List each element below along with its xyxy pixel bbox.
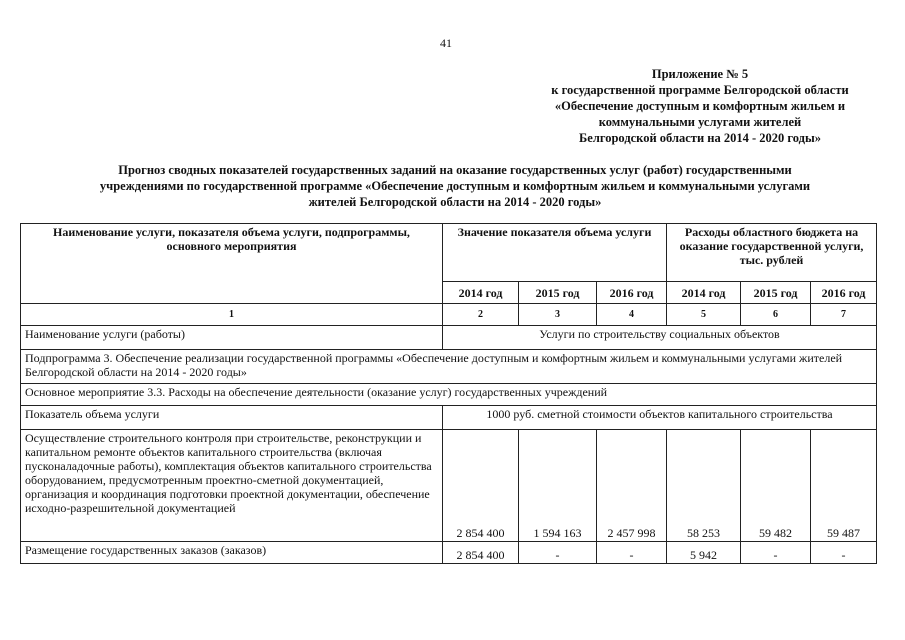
indicators-table [20,223,877,564]
indicator-label: Показатель объема услуги [21,406,443,430]
indicator-row [21,406,877,430]
header-name-column: Наименование услуги, показателя объема услуги, подпрограммы, основного мероприятия [21,224,443,304]
value-cell: 5 942 [667,542,741,564]
appendix-line: Приложение № 5 [651,67,749,81]
value-cell: 2 854 400 [443,542,519,564]
table-row [21,542,877,564]
column-number: 5 [667,304,741,326]
value-cell: 2 457 998 [597,430,667,542]
value-cell: - [811,542,877,564]
header-row [21,224,877,282]
column-number: 6 [741,304,811,326]
year-header: 2016 год [811,282,877,304]
year-header: 2014 год [443,282,519,304]
column-number: 4 [597,304,667,326]
page-number: 41 [440,36,452,50]
year-header: 2015 год [741,282,811,304]
control-activity-label: Осуществление строительного контроля при строительстве, реконструкции и капитальном ремонте объектов капитального строительства (включая пусконаладочные работы), комплектация объектов капитального строительства оборудованием, предусмотренным проектно-сметной документацией, организация и координация подготовки проектной документации, обеспечение исходно-разрешительной документацией [21,430,443,542]
value-cell: 2 854 400 [443,430,519,542]
orders-label: Размещение государственных заказов (заказов) [21,542,443,564]
service-row [21,326,877,350]
service-label: Наименование услуги (работы) [21,326,443,350]
year-header: 2014 год [667,282,741,304]
column-number: 3 [519,304,597,326]
column-number: 1 [21,304,443,326]
main-activity-text: Основное мероприятие 3.3. Расходы на обеспечение деятельности (оказание услуг) государственных учреждений [21,384,877,406]
table-row [21,430,877,542]
header-expenses-group: Расходы областного бюджета на оказание государственной услуги, тыс. рублей [667,224,877,282]
title-line: жителей Белгородской области на 2014 - 2020 годы» [308,195,602,209]
appendix-line: Белгородской области на 2014 - 2020 годы» [579,131,821,145]
service-value: Услуги по строительству социальных объектов [443,326,877,350]
appendix-header [520,66,880,146]
column-number: 7 [811,304,877,326]
column-numbers-row [21,304,877,326]
value-cell: 59 487 [811,430,877,542]
header-volume-group: Значение показателя объема услуги [443,224,667,282]
year-header: 2016 год [597,282,667,304]
appendix-line: «Обеспечение доступным и комфортным жильем и [554,99,846,113]
value-cell: 58 253 [667,430,741,542]
value-cell: - [519,542,597,564]
subprogram-row [21,350,877,384]
document-title [40,162,870,210]
indicator-value: 1000 руб. сметной стоимости объектов капитального строительства [443,406,877,430]
column-number: 2 [443,304,519,326]
title-line: Прогноз сводных показателей государственных заданий на оказание государственных услуг (работ) государственными [118,163,792,177]
value-cell: 59 482 [741,430,811,542]
appendix-line: к государственной программе Белгородской области [551,83,849,97]
year-header: 2015 год [519,282,597,304]
title-line: учреждениями по государственной программе «Обеспечение доступным и комфортным жильем и коммунальными услугами [99,179,811,193]
appendix-line: коммунальными услугами жителей [598,115,802,129]
main-activity-row [21,384,877,406]
value-cell: - [741,542,811,564]
subprogram-text: Подпрограмма 3. Обеспечение реализации государственной программы «Обеспечение доступным и комфортным жильем и коммунальными услугами жителей Белгородской области на 2014 - 2020 годы» [21,350,877,384]
value-cell: 1 594 163 [519,430,597,542]
value-cell: - [597,542,667,564]
